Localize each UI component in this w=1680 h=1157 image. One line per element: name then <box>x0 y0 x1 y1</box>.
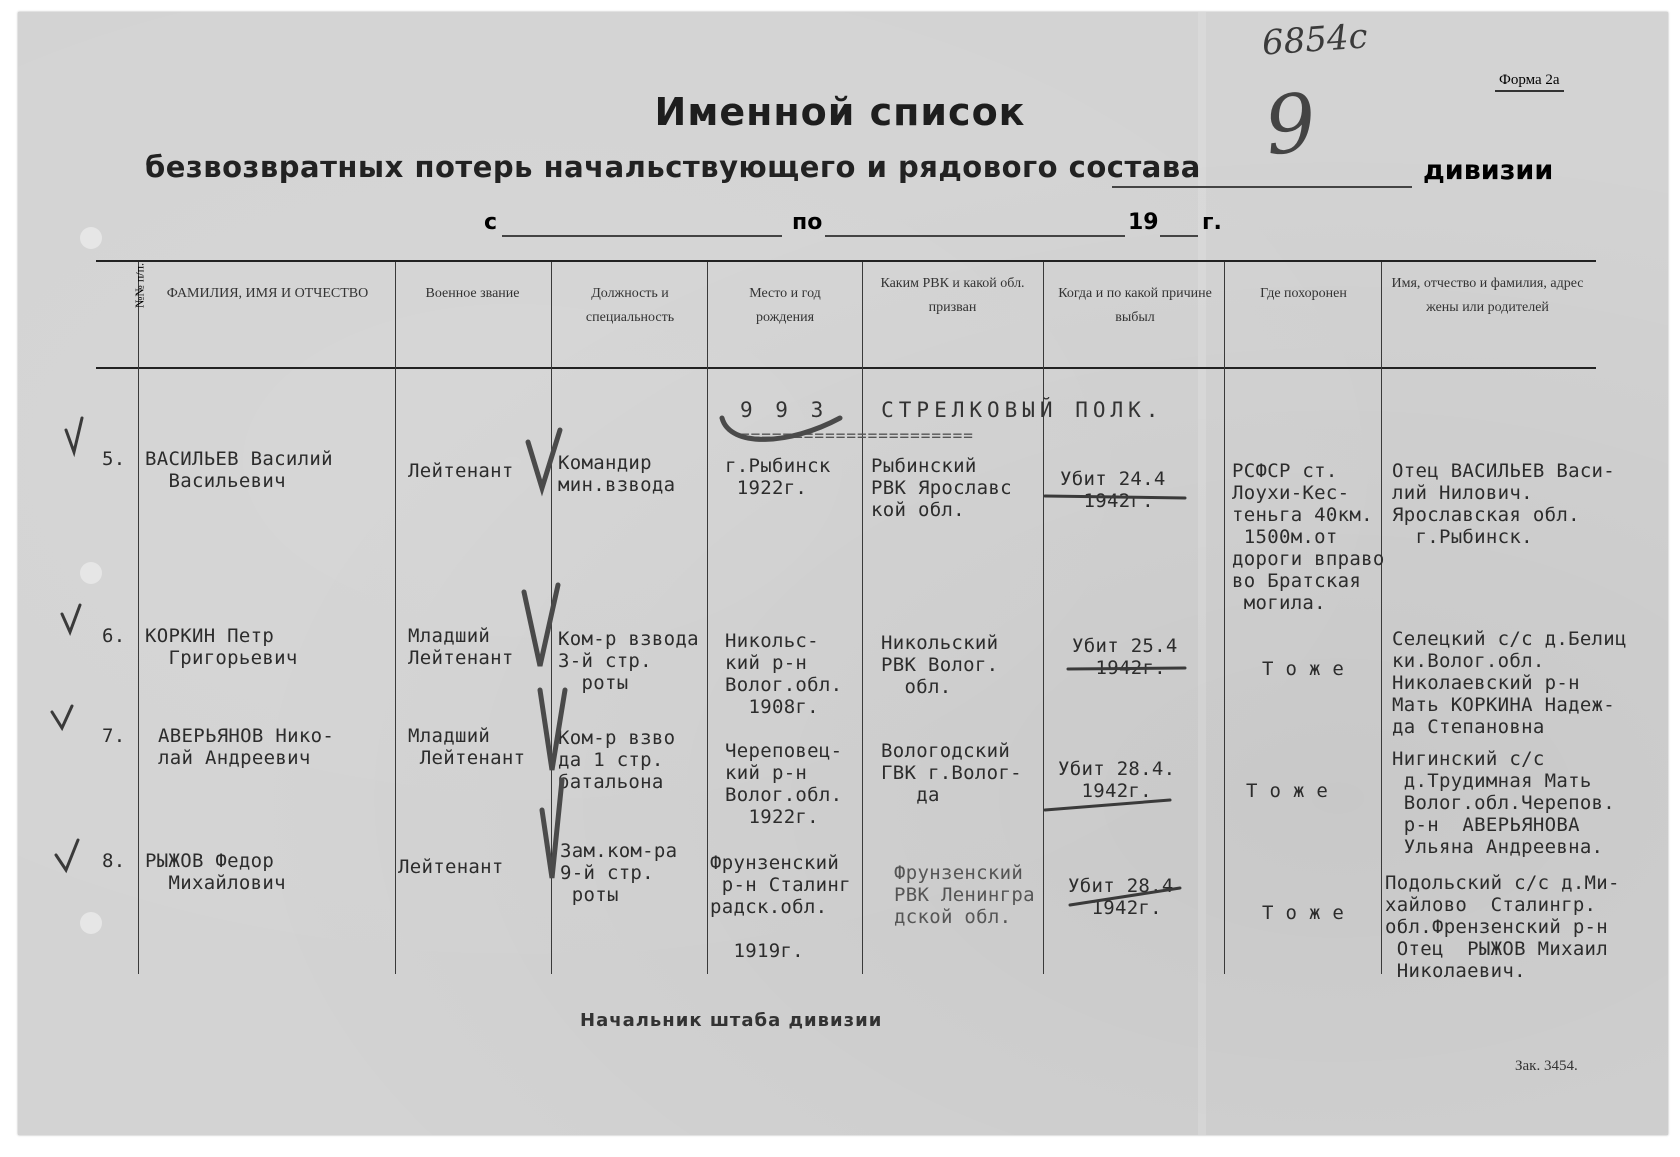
row-5-position: Командир мин.взвода <box>558 452 676 496</box>
signature-label: Начальник штаба дивизии <box>580 1010 883 1031</box>
checkmark-icon <box>56 840 78 870</box>
col-header-name: ФАМИЛИЯ, ИМЯ И ОТЧЕСТВО <box>166 286 369 301</box>
pencil-stroke <box>722 418 840 439</box>
checkmark-icon <box>528 430 560 488</box>
row-5-buried: РСФСР ст. Лоухи-Кес- теньга 40км. 1500м.от дороги вправо во Братская могила. <box>1232 460 1385 614</box>
checkmark-icon <box>524 585 558 666</box>
row-5-name: ВАСИЛЬЕВ Василий Васильевич <box>145 448 333 492</box>
page-title: Именной список <box>654 90 1026 134</box>
row-6-rank: Младший Лейтенант <box>408 625 514 669</box>
row-5-num: 5. <box>102 448 126 470</box>
checkmark-icon <box>540 690 565 770</box>
regiment-title: 9 9 3 СТРЕЛКОВЫЙ ПОЛК. <box>740 398 1164 422</box>
date-from-label: с <box>484 210 498 235</box>
row-7-num: 7. <box>102 725 126 747</box>
row-6-buried: Т о ж е <box>1262 658 1345 680</box>
checkmark-icon <box>52 706 72 728</box>
form-label: Форма 2а <box>1495 72 1564 92</box>
subtitle-end: дивизии <box>1423 155 1554 186</box>
row-7-position: Ком-р взво да 1 стр. батальона <box>558 727 676 793</box>
row-6-relatives: Селецкий с/с д.Белиц ки.Волог.обл. Николаевский р-н Мать КОРКИНА Надеж- да Степановна <box>1392 628 1627 738</box>
col-header-number: №№ п/п. <box>132 262 147 309</box>
row-8-buried: Т о ж е <box>1262 902 1345 924</box>
row-8-name: РЫЖОВ Федор Михайлович <box>145 850 286 894</box>
regiment-underline: ====================== <box>740 426 974 445</box>
row-7-name: АВЕРЬЯНОВ Нико- лай Андреевич <box>158 725 335 769</box>
row-8-relatives: Подольский с/с д.Ми- хайлово Сталингр. обл.Френзенский р-н Отец РЫЖОВ Михаил Николаевич. <box>1385 872 1620 982</box>
row-6-rvk: Никольский РВК Волог. обл. <box>881 632 999 698</box>
row-7-buried: Т о ж е <box>1246 780 1329 802</box>
row-7-rank: Младший Лейтенант <box>408 725 526 769</box>
row-6-position: Ком-р взвода 3-й стр. роты <box>558 628 699 694</box>
checkmark-icon <box>66 418 82 452</box>
row-6-num: 6. <box>102 625 126 647</box>
row-5-relatives: Отец ВАСИЛЬЕВ Васи- лий Нилович. Ярославская обл. г.Рыбинск. <box>1392 460 1616 548</box>
row-6-birth: Никольс- кий р-н Волог.обл. 1908г. <box>725 630 843 718</box>
row-5-rvk: Рыбинский РВК Ярославс кой обл. <box>871 455 1012 521</box>
row-8-birth: Фрунзенский р-н Сталинг радск.обл. 1919г. <box>710 852 851 962</box>
row-5-reason: Убит 24.4 1942г. <box>1060 468 1166 512</box>
row-8-position: Зам.ком-ра 9-й стр. роты <box>560 840 678 906</box>
page-subtitle: безвозвратных потерь начальствующего и рядового состава <box>145 150 1201 184</box>
checkmark-icon <box>62 605 80 632</box>
sheet-number: 9 <box>1260 75 1321 174</box>
row-8-reason: Убит 28.4 1942г. <box>1068 875 1174 919</box>
row-8-rvk: Фрунзенский РВК Ленингра дской обл. <box>894 862 1035 928</box>
underline-stroke <box>1068 668 1185 669</box>
row-5-rank: Лейтенант <box>408 460 514 482</box>
row-7-reason: Убит 28.4. 1942г. <box>1058 758 1176 802</box>
row-8-num: 8. <box>102 850 126 872</box>
col-header-position: Должность и специальность <box>585 286 675 325</box>
underline-stroke <box>1045 800 1170 810</box>
col-header-buried: Где похоронен <box>1260 286 1347 301</box>
row-8-rank: Лейтенант <box>398 856 504 878</box>
row-6-reason: Убит 25.4 1942г. <box>1072 635 1178 679</box>
underline-stroke <box>1045 496 1185 498</box>
row-5-birth: г.Рыбинск 1922г. <box>725 455 831 499</box>
row-6-name: КОРКИН Петр Григорьевич <box>145 625 298 669</box>
col-header-rank: Военное звание <box>425 286 520 301</box>
col-header-relatives: Имя, отчество и фамилия, адрес жены или родителей <box>1391 276 1584 315</box>
archive-mark: 6854с <box>1260 16 1369 64</box>
row-7-rvk: Вологодский ГВК г.Волог- да <box>881 740 1022 806</box>
col-header-reason: Когда и по какой причине выбыл <box>1058 286 1212 325</box>
order-number: Зак. 3454. <box>1515 1058 1578 1074</box>
date-to-label: по <box>792 210 823 235</box>
checkmark-icon <box>542 780 562 878</box>
col-header-birth: Место и год рождения <box>749 286 821 325</box>
year-suffix: г. <box>1202 210 1222 235</box>
underline-stroke <box>1070 888 1180 905</box>
year-label: 19 <box>1128 210 1159 235</box>
col-header-rvk: Каким РВК и какой обл. призван <box>880 276 1025 315</box>
row-7-birth: Череповец- кий р-н Волог.обл. 1922г. <box>725 740 843 828</box>
row-7-relatives: Нигинский с/с д.Трудимная Мать Волог.обл.Черепов. р-н АВЕРЬЯНОВА Ульяна Андреевна. <box>1392 748 1616 858</box>
